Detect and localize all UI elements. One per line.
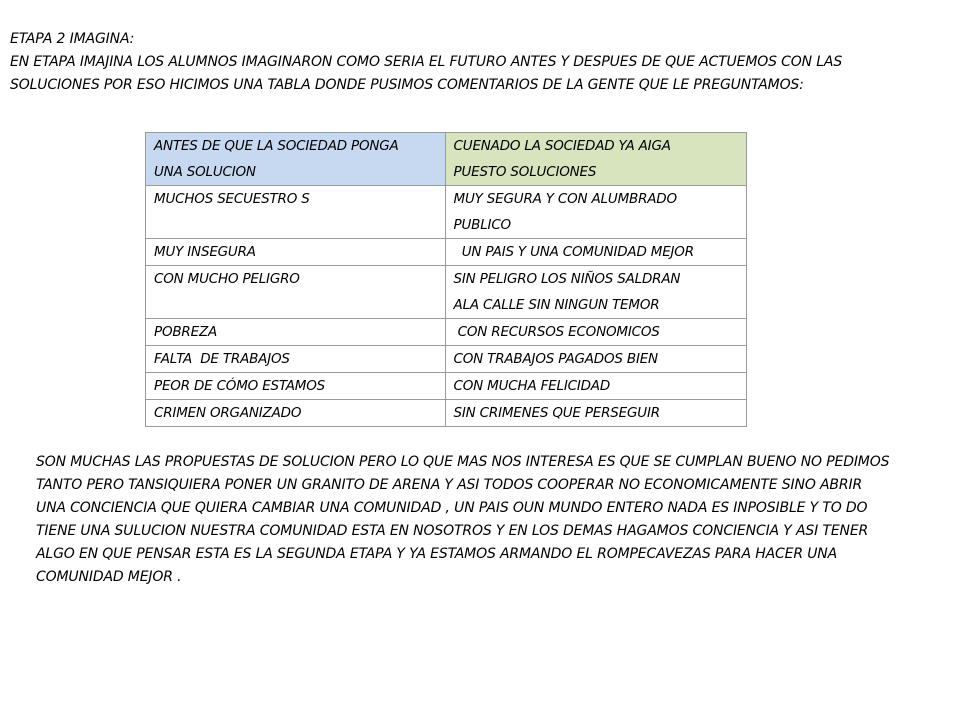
table-row <box>146 266 747 319</box>
header-before <box>146 133 446 186</box>
cell-text: MUCHOS SECUESTRO S <box>154 191 310 207</box>
closing-paragraph <box>36 451 889 589</box>
cell-text: CON TRABAJOS PAGADOS BIEN <box>453 351 658 367</box>
stage-title: ETAPA 2 IMAGINA: <box>10 31 135 47</box>
header-before-line: ANTES DE QUE LA SOCIEDAD PONGA <box>154 138 399 154</box>
intro-line: EN ETAPA IMAJINA LOS ALUMNOS IMAGINARON COMO SERIA EL FUTURO ANTES Y DESPUES DE QUE ACTUEMOS CON LAS <box>10 54 843 70</box>
table-row <box>146 346 747 373</box>
closing-line: ALGO EN QUE PENSAR ESTA ES LA SEGUNDA ETAPA Y YA ESTAMOS ARMANDO EL ROMPECAVEZAS PARA HACER UNA <box>36 546 838 562</box>
cell-text: CON MUCHO PELIGRO <box>154 271 300 287</box>
comparison-table <box>145 132 747 427</box>
closing-line: COMUNIDAD MEJOR . <box>36 569 182 585</box>
cell-text: PUBLICO <box>453 217 511 233</box>
cell-text: ALA CALLE SIN NINGUN TEMOR <box>453 297 660 313</box>
cell-text: MUY SEGURA Y CON ALUMBRADO <box>453 191 677 207</box>
intro-line: SOLUCIONES POR ESO HICIMOS UNA TABLA DONDE PUSIMOS COMENTARIOS DE LA GENTE QUE LE PREGUNTAMOS: <box>10 77 804 93</box>
table-row <box>146 373 747 400</box>
cell-after <box>445 373 746 400</box>
table-row <box>146 319 747 346</box>
table-header-row <box>146 133 747 186</box>
cell-text: FALTA DE TRABAJOS <box>154 351 290 367</box>
cell-text: MUY INSEGURA <box>154 244 256 260</box>
table-row <box>146 239 747 266</box>
cell-after <box>445 186 746 239</box>
cell-text: POBREZA <box>154 324 218 340</box>
closing-line: SON MUCHAS LAS PROPUESTAS DE SOLUCION PERO LO QUE MAS NOS INTERESA ES QUE SE CUMPLAN BUENO NO PEDIMOS <box>36 454 890 470</box>
cell-text: SIN PELIGRO LOS NIÑOS SALDRAN <box>453 271 681 287</box>
header-after-line: PUESTO SOLUCIONES <box>453 164 597 180</box>
header-after <box>445 133 746 186</box>
header-before-line: UNA SOLUCION <box>154 164 256 180</box>
cell-before <box>146 186 446 239</box>
header-after-line: CUENADO LA SOCIEDAD YA AIGA <box>453 138 671 154</box>
cell-after <box>445 239 746 266</box>
cell-text: CON MUCHA FELICIDAD <box>453 378 611 394</box>
cell-text: SIN CRIMENES QUE PERSEGUIR <box>453 405 660 421</box>
closing-line: TANTO PERO TANSIQUIERA PONER UN GRANITO DE ARENA Y ASI TODOS COOPERAR NO ECONOMICAMENTE SINO ABRIR <box>36 477 863 493</box>
table-row <box>146 186 747 239</box>
cell-before <box>146 400 446 427</box>
closing-line: UNA CONCIENCIA QUE QUIERA CAMBIAR UNA COMUNIDAD , UN PAIS OUN MUNDO ENTERO NADA ES INPOSIBLE Y TO DO <box>36 500 868 516</box>
cell-before <box>146 373 446 400</box>
cell-before <box>146 346 446 373</box>
cell-before <box>146 266 446 319</box>
cell-text: PEOR DE CÓMO ESTAMOS <box>154 378 325 394</box>
closing-line: TIENE UNA SULUCION NUESTRA COMUNIDAD ESTA EN NOSOTROS Y EN LOS DEMAS HAGAMOS CONCIENCIA Y ASI TENER <box>36 523 869 539</box>
cell-before <box>146 319 446 346</box>
cell-after <box>445 346 746 373</box>
cell-before <box>146 239 446 266</box>
cell-after <box>445 266 746 319</box>
cell-text: UN PAIS Y UNA COMUNIDAD MEJOR <box>453 244 694 260</box>
cell-after <box>445 400 746 427</box>
cell-text: CON RECURSOS ECONOMICOS <box>453 324 660 340</box>
cell-text: CRIMEN ORGANIZADO <box>154 405 302 421</box>
cell-after <box>445 319 746 346</box>
intro-text <box>10 28 842 97</box>
table-row <box>146 400 747 427</box>
